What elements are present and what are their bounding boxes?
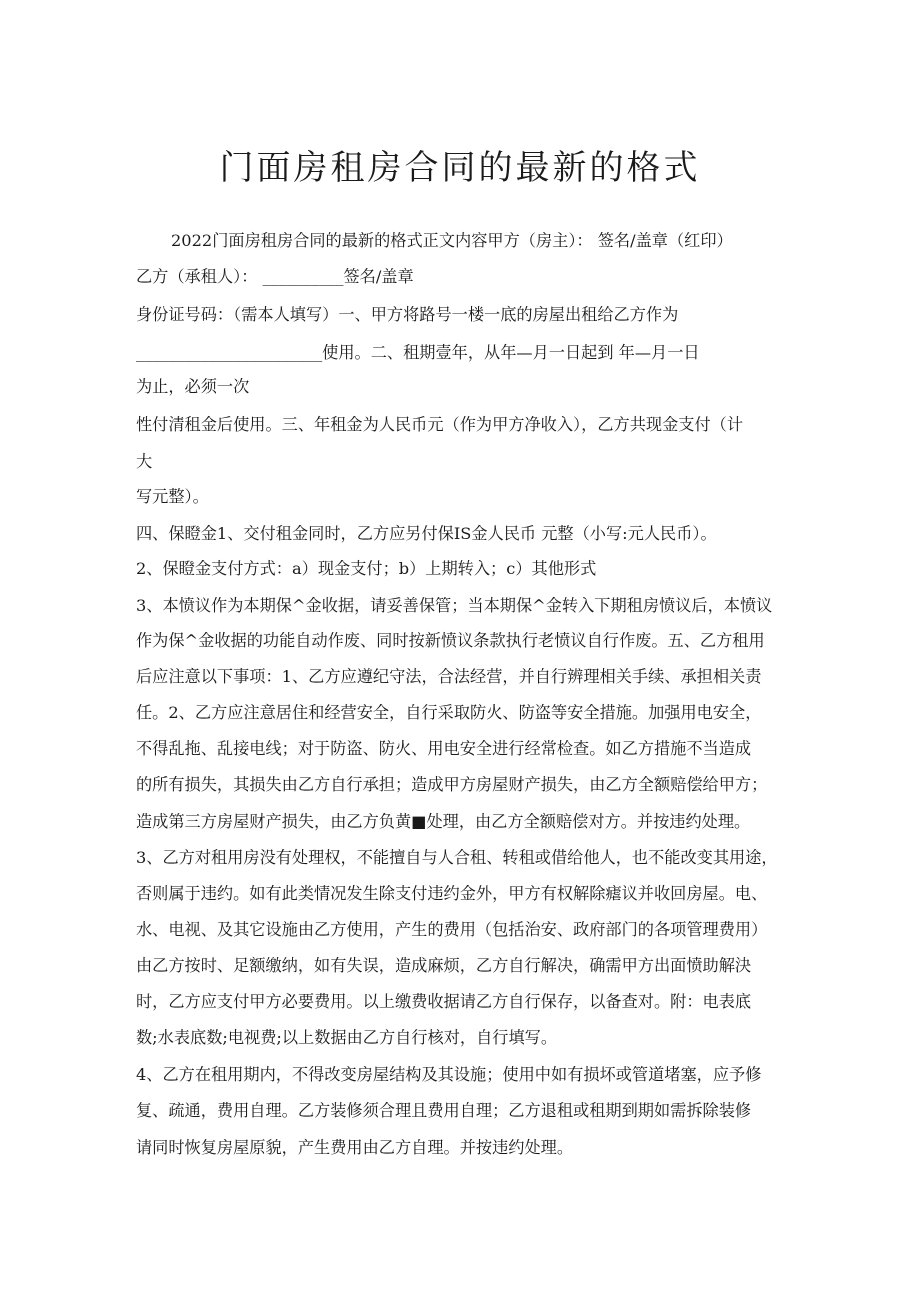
paragraph-line: 3、乙方对租用房没有处理权，不能擅自与人合租、转租或借给他人，也不能改变其用途， — [136, 848, 778, 867]
paragraph-line: 写元整）。 — [136, 487, 209, 506]
paragraph-line: 由乙方按时、足额缴纳，如有失误，造成麻烦，乙方自行解决，确需甲方出面愤助解決 — [136, 956, 752, 975]
paragraph-line: 身份证号码：（需本人填写）一、甲方将路号一楼一底的房屋出租给乙方作为 — [136, 305, 679, 324]
paragraph-line: 请同时恢复房屋原貌，产生费用由乙方自理。并按违约处理。 — [136, 1138, 574, 1157]
paragraph-line: 的所有损失，其损失由乙方自行承担；造成甲方房屋财产损失，由乙方全额赔偿给甲方； — [136, 775, 768, 794]
paragraph-line: 作为保^金收据的功能自动作废、同时按新愤议条款执行老愤议自行作废。五、乙方租用 — [136, 631, 765, 650]
paragraph-line: 大 — [136, 452, 153, 471]
paragraph-line: 数;水表底数;电视费;以上数据由乙方自行核对，自行填写。 — [136, 1028, 558, 1047]
paragraph-line: 2、保瞪金支付方式：a）现金支付；b）上期转入；c）其他形式 — [136, 559, 597, 578]
paragraph-line: 水、电视、及其它设施由乙方使用，产生的费用（包括治安、政府部门的各项管理费用） — [136, 920, 768, 939]
paragraph-line: 为止，必须一次 — [136, 377, 250, 396]
paragraph-line: 4、乙方在租用期内，不得改变房屋结构及其设施；使用中如有损坏或管道堵塞，应予修 — [136, 1065, 762, 1084]
paragraph-line: 性付清租金后使用。三、年租金为人民币元（作为甲方净收入），乙方共现金支付（计 — [136, 415, 744, 434]
paragraph-line: 否则属于违约。如有此类情况发生除支付违约金外，甲方有权解除瘧议并收回房屋。电、 — [136, 884, 768, 903]
paragraph-line: 复、疏通，费用自理。乙方装修须合理且费用自理；乙方退租或租期到期如需拆除装修 — [136, 1101, 752, 1120]
paragraph-line: 后应注意以下事项：1、乙方应遵纪守法，合法经营，并自行辨理相关手续、承担相关责 — [136, 667, 762, 686]
paragraph-line: 乙方（承租人）： __________签名/盖章 — [136, 267, 414, 286]
paragraph-line: 不得乱拖、乱接电线；对于防盗、防火、用电安全进行经常检查。如乙方措施不当造成 — [136, 739, 752, 758]
document-title: 门面房租房合同的最新的格式 — [219, 148, 701, 188]
paragraph-line: 造成第三方房屋财产损失，由乙方负黄■处理，由乙方全额赔偿对方。并按违约处理。 — [136, 812, 751, 831]
paragraph-line: 任。2、乙方应注意居住和经营安全，自行采取防火、防盗等安全措施。加强用电安全， — [136, 703, 762, 722]
paragraph-line: 3、本愤议作为本期保^金收据，请妥善保管；当本期保^金转入下期租房愤议后，本愤议 — [136, 596, 773, 615]
paragraph-line: 2022门面房租房合同的最新的格式正文内容甲方（房主）： 签名/盖章（红印） — [171, 231, 733, 250]
paragraph-line: 四、保瞪金1、交付租金同时，乙方应另付保IS金人民币 元整（小写:元人民币）。 — [136, 524, 717, 543]
paragraph-line: 时，乙方应支付甲方必要费用。以上缴费收据请乙方自行保存，以备查对。附：电表底 — [136, 992, 752, 1011]
paragraph-line: _______________________使用。二、租期壹年，从年—月一日起到 年—月一日 — [136, 343, 700, 362]
